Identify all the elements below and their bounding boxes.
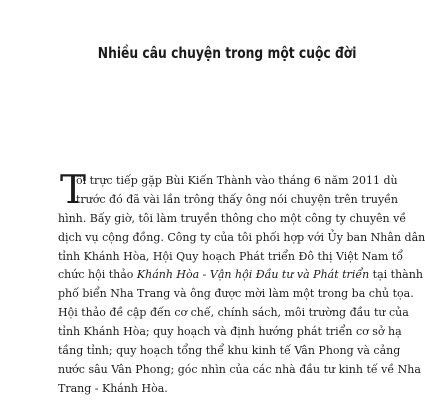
text-line-11: nước sâu Vân Phong; góc nhìn của các nhà đầu tư kinh tế về Nha: [58, 362, 421, 376]
text-line-2: trước đó đã vài lần trông thấy ông nói chuyện trên truyền: [76, 192, 399, 206]
text-line-1: ôi trực tiếp gặp Bùi Kiến Thành vào tháng 6 năm 2011 dù: [76, 174, 398, 187]
text-line-10: tầng tỉnh; quy hoạch tổng thể khu kinh tế Vân Phong và cảng: [58, 344, 401, 358]
text-line-8: Hội thảo đề cập đến cơ chế, chính sách, môi trường đầu tư của: [58, 306, 409, 320]
conference-title: Khánh Hòa - Vận hội Đầu tư và Phát triển: [136, 268, 370, 282]
drop-cap-letter: T: [60, 168, 87, 213]
text-line-9: tỉnh Khánh Hòa; quy hoạch và định hướng phát triển cơ sở hạ: [58, 325, 402, 339]
text-line-6: [58, 266, 423, 285]
text-line-6-start: chức hội thảo: [58, 268, 137, 282]
text-line-6-end: tại thành: [369, 268, 423, 282]
body-paragraph: [58, 168, 425, 399]
text-line-12: Trang - Khánh Hòa.: [58, 381, 168, 395]
text-line-4: dịch vụ cộng đồng. Công ty của tôi phối hợp với Ủy ban Nhân dân: [58, 230, 425, 244]
text-line-7: phố biển Nha Trang và ông được mời làm một trong ba chủ tọa.: [58, 287, 414, 301]
text-line-3: hình. Bấy giờ, tôi làm truyền thông cho một công ty chuyên về: [58, 211, 407, 225]
chapter-title: Nhiều câu chuyện trong một cuộc đời: [97, 44, 356, 62]
text-line-5: tỉnh Khánh Hòa, Hội Quy hoạch Phát triển Đô thị Việt Nam tổ: [58, 249, 403, 263]
